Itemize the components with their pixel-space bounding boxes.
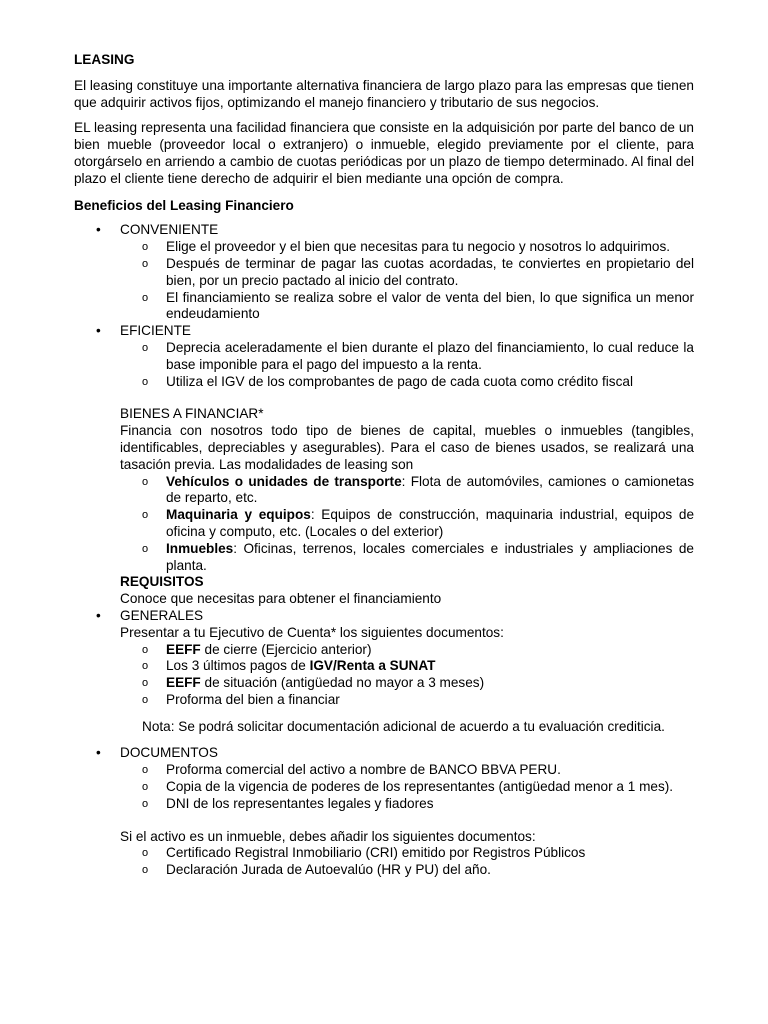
list-item: o EEFF de situación (antigüedad no mayor a 3 meses)	[142, 675, 485, 691]
bullet-icon: •	[96, 222, 101, 238]
list-item: o DNI de los representantes legales y fiadores	[142, 795, 434, 811]
bullet-icon: •	[96, 745, 101, 761]
list-item: o EEFF de cierre (Ejercicio anterior)	[142, 641, 372, 657]
list-item: o El financiamiento se realiza sobre el valor de venta del bien, lo que significa un menor endeudamiento	[142, 289, 694, 322]
generales-intro: Presentar a tu Ejecutivo de Cuenta* los siguientes documentos:	[120, 624, 504, 640]
circle-bullet-icon: o	[142, 643, 149, 656]
circle-bullet-icon: o	[142, 864, 149, 877]
circle-bullet-icon: o	[142, 509, 149, 522]
nota-text: Nota: Se podrá solicitar documentación adicional de acuerdo a tu evaluación crediticia.	[142, 718, 665, 734]
circle-bullet-icon: o	[142, 475, 149, 488]
bullet-conveniente	[74, 222, 694, 239]
list-item: o Vehículos o unidades de transporte: Flota de automóviles, camiones o camionetas de reparto, etc.	[142, 473, 694, 506]
intro-paragraph-2: EL leasing representa una facilidad financiera que consiste en la adquisición por parte del banco de un bien mueble (proveedor local o extranjero) o inmueble, elegido previamente por el cliente, para otorgárselo en arriendo a cambio de cuotas periódicas por un plazo de tiempo determinado. Al final del plazo el cliente tiene derecho de adquirir el bien mediante una opción de compra.	[74, 120, 694, 186]
bullet-documentos	[74, 745, 694, 762]
bullet-label: CONVENIENTE	[120, 222, 219, 238]
circle-bullet-icon: o	[142, 542, 149, 555]
circle-bullet-icon: o	[142, 257, 149, 270]
circle-bullet-icon: o	[142, 764, 149, 777]
bullet-label: DOCUMENTOS	[120, 745, 218, 761]
bullet-label: EFICIENTE	[120, 323, 191, 339]
list-item: o Utiliza el IGV de los comprobantes de pago de cada cuota como crédito fiscal	[142, 373, 633, 389]
circle-bullet-icon: o	[142, 781, 149, 794]
circle-bullet-icon: o	[142, 677, 149, 690]
bienes-text: Financia con nosotros todo tipo de bienes de capital, muebles o inmuebles (tangibles, identificables, depreciables y asegurables). Para el caso de bienes usados, se realizará una tasación previa. Las modalidades de leasing son	[120, 423, 694, 472]
bullet-generales	[74, 608, 694, 625]
list-item: o Deprecia aceleradamente el bien durante el plazo del financiamiento, lo cual reduce la base imponible para el pago del impuesto a la renta.	[142, 339, 694, 372]
bullet-eficiente	[74, 323, 694, 340]
list-item: o Proforma comercial del activo a nombre de BANCO BBVA PERU.	[142, 762, 561, 778]
list-item: o Los 3 últimos pagos de IGV/Renta a SUNAT	[142, 658, 436, 674]
list-item: o Después de terminar de pagar las cuotas acordadas, te conviertes en propietario del bien, por un precio pactado al inicio del contrato.	[142, 255, 694, 288]
list-item: o Proforma del bien a financiar	[142, 691, 340, 707]
circle-bullet-icon: o	[142, 241, 149, 254]
requisitos-text: Conoce que necesitas para obtener el financiamiento	[120, 591, 442, 607]
bienes-title: BIENES A FINANCIAR*	[120, 406, 264, 422]
circle-bullet-icon: o	[142, 291, 149, 304]
document-title: LEASING	[74, 52, 135, 67]
inmueble-intro: Si el activo es un inmueble, debes añadir los siguientes documentos:	[120, 828, 536, 844]
bullet-icon: •	[96, 607, 101, 623]
circle-bullet-icon: o	[142, 341, 149, 354]
intro-paragraph-1: El leasing constituye una importante alternativa financiera de largo plazo para las empresas que tienen que adquirir activos fijos, optimizando el manejo financiero y tributario de sus negocios.	[74, 77, 694, 110]
circle-bullet-icon: o	[142, 847, 149, 860]
bullet-icon: •	[96, 323, 101, 339]
list-item: o Copia de la vigencia de poderes de los representantes (antigüedad menor a 1 mes).	[142, 779, 674, 795]
beneficios-title: Beneficios del Leasing Financiero	[74, 197, 294, 213]
circle-bullet-icon: o	[142, 693, 149, 706]
circle-bullet-icon: o	[142, 375, 149, 388]
list-item: o Elige el proveedor y el bien que necesitas para tu negocio y nosotros lo adquirimos.	[142, 239, 671, 255]
list-item: o Certificado Registral Inmobiliario (CRI) emitido por Registros Públicos	[142, 845, 586, 861]
list-item: o Inmuebles: Oficinas, terrenos, locales comerciales e industriales y ampliaciones de planta.	[142, 540, 694, 573]
circle-bullet-icon: o	[142, 660, 149, 673]
list-item: o Declaración Jurada de Autoevalúo (HR y PU) del año.	[142, 862, 491, 878]
bullet-label: GENERALES	[120, 607, 204, 623]
requisitos-title: REQUISITOS	[120, 574, 204, 590]
list-item: o Maquinaria y equipos: Equipos de construcción, maquinaria industrial, equipos de oficina y computo, etc. (Locales o del exterior)	[142, 507, 694, 539]
circle-bullet-icon: o	[142, 797, 149, 810]
